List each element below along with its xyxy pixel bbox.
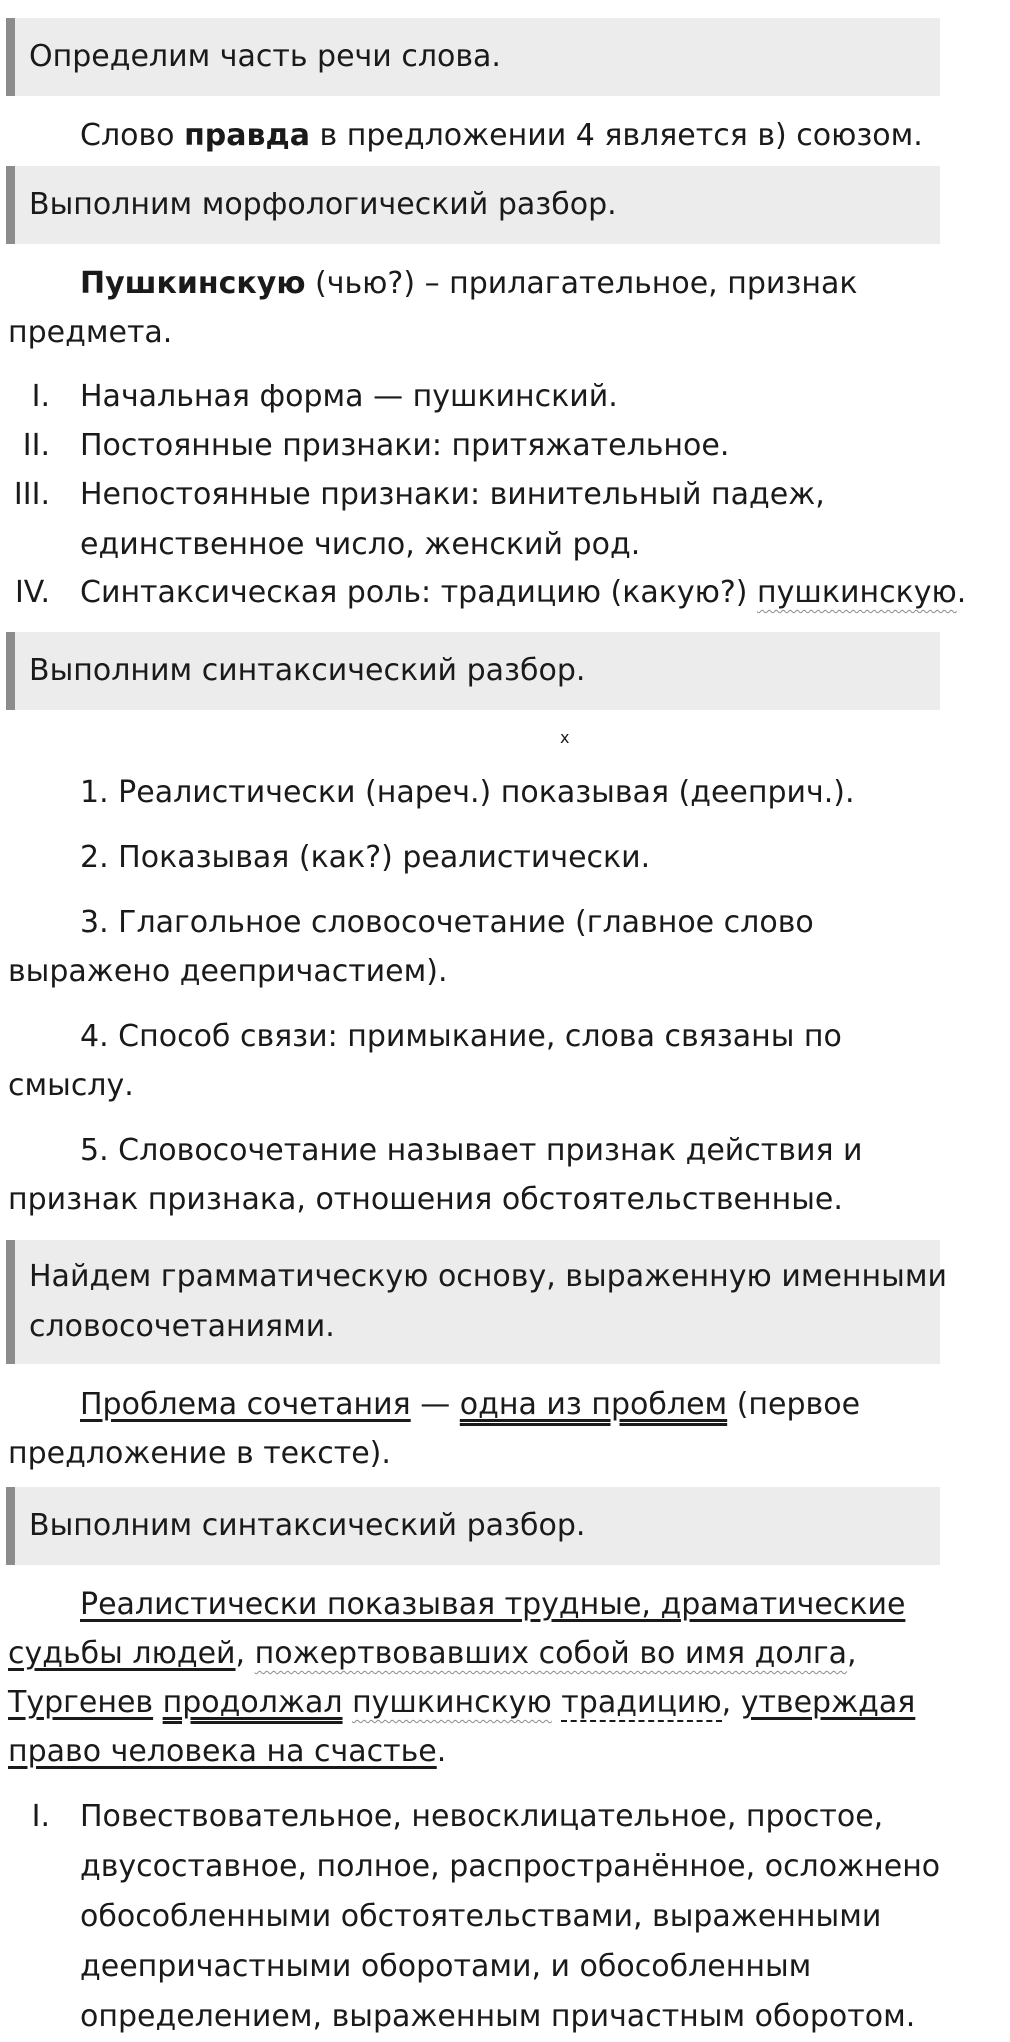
- paragraph-morphology-intro-cont: предмета.: [8, 315, 173, 350]
- keyword-pushkinskuyu: Пушкинскую: [80, 266, 306, 301]
- list-item: II. Постоянные признаки: притяжательное.: [0, 421, 940, 471]
- sentence-line: судьбы людей, пожертвовавших собой во имя долга,: [8, 1636, 857, 1671]
- predicate: одна из проблем: [459, 1387, 728, 1422]
- list-number: I.: [31, 379, 50, 414]
- section-header-grammar-basis: [6, 1240, 947, 1364]
- paragraph-part-of-speech: Слово правда в предложении 4 является в) союзом.: [80, 118, 923, 153]
- section-header-syntax-2: [6, 1487, 940, 1565]
- list-number: I.: [31, 1799, 50, 1834]
- attribute: пушкинскую: [352, 1685, 552, 1720]
- section-header-morphology: [6, 166, 940, 244]
- section-title-cont: словосочетаниями.: [29, 1309, 335, 1344]
- object: традицию: [561, 1685, 722, 1720]
- phrase-item: 4. Способ связи: примыкание, слова связаны по: [80, 1019, 842, 1054]
- phrase-item: 2. Показывая (как?) реалистически.: [80, 840, 651, 875]
- adverbial-clause-2: утверждая: [740, 1685, 916, 1720]
- wavy-underlined-word: пушкинскую: [757, 575, 957, 610]
- section-header-part-of-speech: [6, 18, 940, 96]
- phrase-item-cont: выражено деепричастием).: [8, 954, 448, 989]
- sentence-line: Тургенев продолжал пушкинскую традицию, утверждая: [8, 1685, 916, 1720]
- subject: Проблема сочетания: [80, 1387, 411, 1422]
- paragraph-grammar-basis: Проблема сочетания — одна из проблем (первое: [80, 1387, 861, 1422]
- section-title: Найдем грамматическую основу, выраженную именными: [29, 1259, 947, 1294]
- phrase-item: 1. Реалистически (нареч.) показывая (дееприч.).: [80, 775, 855, 810]
- section-title: Выполним морфологический разбор.: [29, 187, 617, 222]
- phrase-item: 5. Словосочетание называет признак действия и: [80, 1133, 863, 1168]
- predicate: продолжал: [162, 1685, 343, 1720]
- section-header-syntax: [6, 632, 940, 710]
- sentence-line: право человека на счастье.: [8, 1734, 447, 1769]
- phrase-item: 3. Глагольное словосочетание (главное слово: [80, 905, 814, 940]
- list-number: IV.: [14, 575, 50, 610]
- paragraph-morphology-intro: Пушкинскую (чью?) – прилагательное, признак: [80, 266, 858, 301]
- adverbial-clause-2-cont: право человека на счастье: [8, 1734, 437, 1769]
- list-item: I. Повествовательное, невосклицательное, простое, двусоставное, полное, распространённое, осложнено обособленными обстоятельствами, выраженными деепричастными оборотами, и обособленным определением, выраженным причастным оборотом.: [0, 1792, 940, 2042]
- keyword-pravda: правда: [184, 118, 310, 153]
- section-title: Выполним синтаксический разбор.: [29, 1508, 586, 1543]
- paragraph-grammar-basis-cont: предложение в тексте).: [8, 1436, 391, 1471]
- phrase-item-cont: смыслу.: [8, 1068, 134, 1103]
- adverbial-clause-cont: судьбы людей: [8, 1636, 236, 1671]
- subject: Тургенев: [8, 1685, 154, 1720]
- stray-mark: x: [560, 728, 570, 747]
- list-item: I. Начальная форма — пушкинский.: [0, 372, 940, 422]
- list-number: II.: [22, 428, 50, 463]
- list-number: III.: [13, 477, 50, 512]
- list-item: IV. Синтаксическая роль: традицию (какую?) пушкинскую.: [0, 568, 940, 618]
- phrase-item-cont: признак признака, отношения обстоятельственные.: [8, 1182, 843, 1217]
- list-item: III. Непостоянные признаки: винительный падеж, единственное число, женский род.: [0, 470, 940, 570]
- section-title: Выполним синтаксический разбор.: [29, 653, 586, 688]
- sentence-line: [8, 1580, 1010, 1630]
- participial-clause: пожертвовавших собой во имя долга: [254, 1636, 848, 1671]
- adverbial-clause: Реалистически показывая трудные, драматические: [80, 1587, 906, 1622]
- section-title: Определим часть речи слова.: [29, 39, 501, 74]
